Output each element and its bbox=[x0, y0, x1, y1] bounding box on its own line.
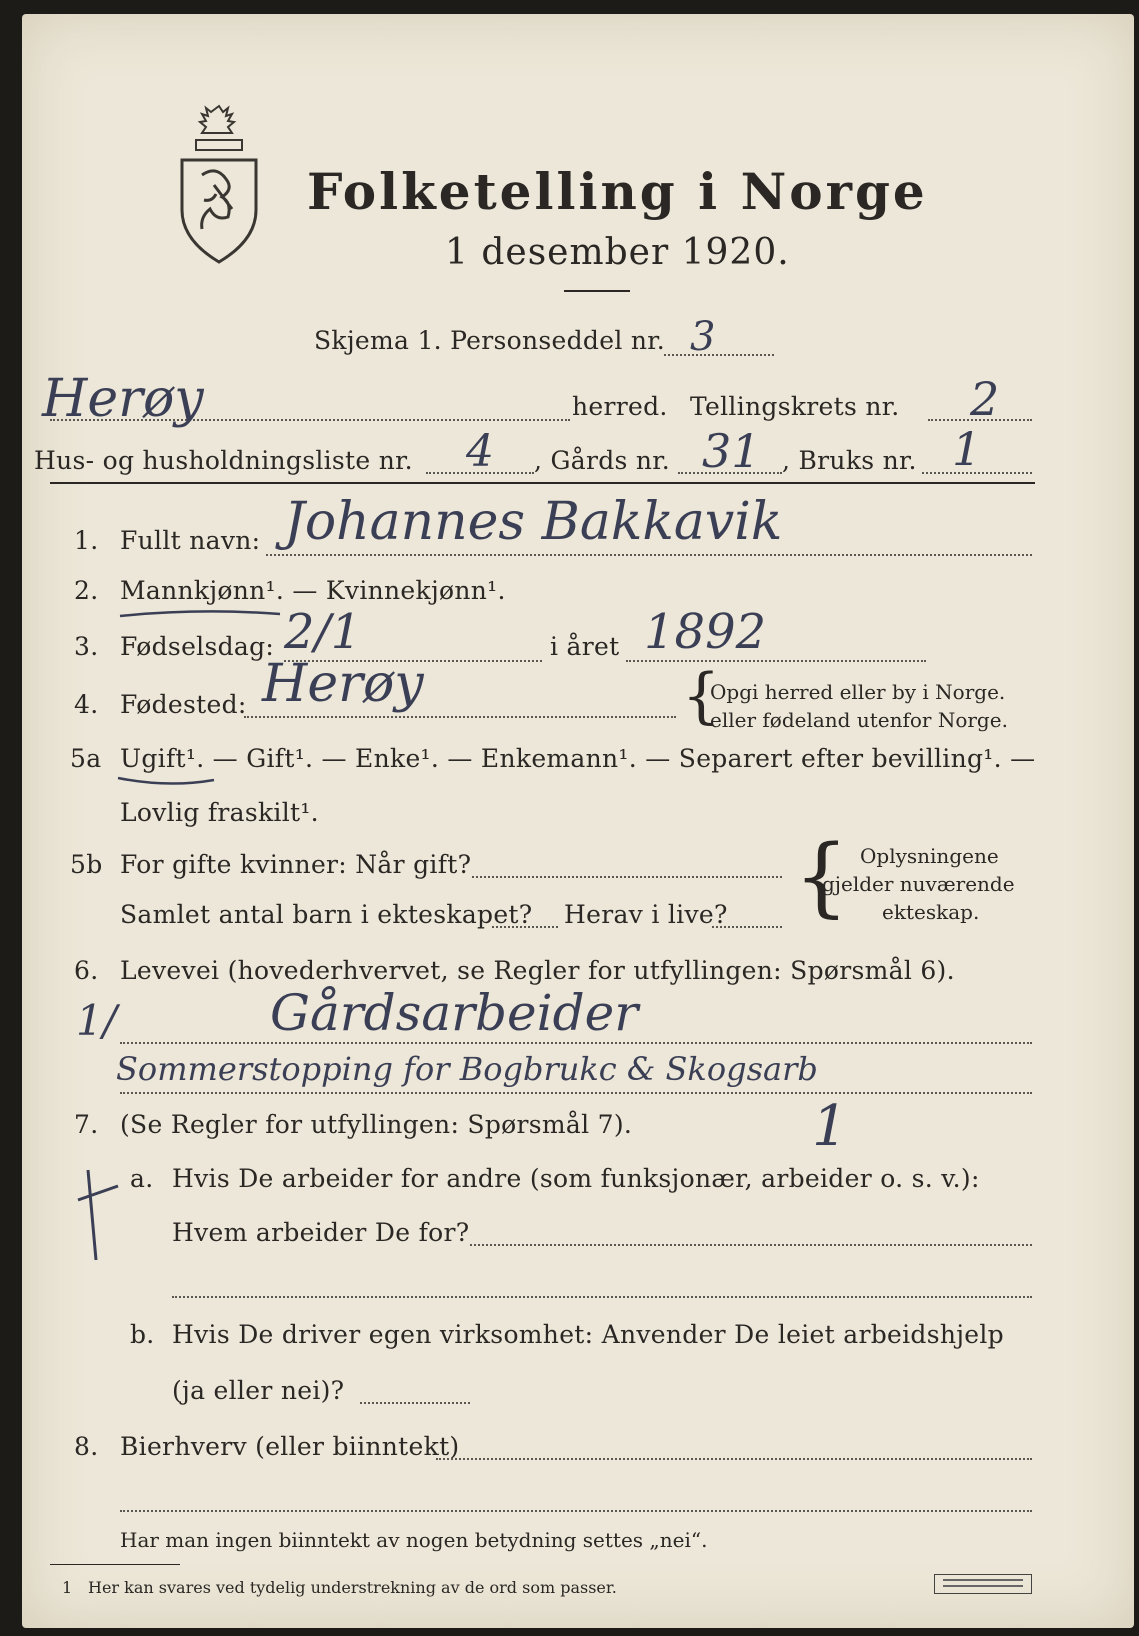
herred-label: herred. bbox=[572, 392, 668, 421]
q3-year-label: i året bbox=[550, 632, 620, 661]
personseddel-nr-value: 3 bbox=[690, 314, 716, 360]
q5b-brace: { bbox=[794, 827, 849, 927]
tellingskrets-label: Tellingskrets nr. bbox=[690, 392, 900, 421]
tellingskrets-nr-value: 2 bbox=[970, 372, 1000, 426]
q4-note-2: eller fødeland utenfor Norge. bbox=[710, 708, 1008, 732]
q5b-alive-line[interactable] bbox=[712, 926, 782, 928]
q6-value-2: Sommerstopping for Bogbrukc & Skogsarb bbox=[116, 1050, 818, 1088]
q7-label: (Se Regler for utfyllingen: Spørsmål 7). bbox=[120, 1110, 633, 1139]
printer-stamp bbox=[934, 1574, 1032, 1594]
q2-label: Mannkjønn¹. — Kvinnekjønn¹. bbox=[120, 576, 506, 605]
footnote-number: 1 bbox=[62, 1578, 73, 1597]
q5b-children-line[interactable] bbox=[492, 926, 558, 928]
q1-number: 1. bbox=[74, 526, 99, 555]
q7b-label-2: (ja eller nei)? bbox=[172, 1376, 345, 1405]
husliste-label: Hus- og husholdningsliste nr. bbox=[34, 446, 413, 475]
personseddel-nr-line[interactable] bbox=[664, 354, 774, 356]
q5b-note-2: gjelder nuværende bbox=[822, 872, 1015, 896]
q1-label: Fullt navn: bbox=[120, 526, 261, 555]
husliste-nr-value: 4 bbox=[466, 426, 494, 477]
q5b-number: 5b bbox=[70, 850, 103, 879]
q8-line-1[interactable] bbox=[436, 1458, 1032, 1460]
q8-note: Har man ingen biinntekt av nogen betydning settes „nei“. bbox=[120, 1528, 708, 1552]
q2-underline-mark bbox=[118, 604, 288, 624]
herred-value: Herøy bbox=[42, 369, 204, 429]
q8-line-2[interactable] bbox=[120, 1510, 1032, 1512]
q1-line[interactable] bbox=[266, 554, 1032, 556]
q3-day-value: 2/1 bbox=[284, 604, 362, 660]
footnote-divider bbox=[50, 1564, 180, 1565]
form-date: 1 desember 1920. bbox=[445, 232, 790, 273]
q4-line[interactable] bbox=[244, 716, 676, 718]
q5a-underline-mark bbox=[116, 768, 226, 788]
q3-label: Fødselsdag: bbox=[120, 632, 275, 661]
q7b-line[interactable] bbox=[360, 1402, 470, 1404]
header-divider bbox=[50, 482, 1035, 484]
q5b-label-2: Samlet antal barn i ekteskapet? bbox=[120, 900, 533, 929]
q5b-label: For gifte kvinner: Når gift? bbox=[120, 850, 472, 879]
q4-brace: { bbox=[682, 661, 721, 731]
bruks-label: , Bruks nr. bbox=[782, 446, 917, 475]
q7a-letter: a. bbox=[130, 1164, 154, 1193]
q7a-label-2: Hvem arbeider De for? bbox=[172, 1218, 470, 1247]
gards-nr-value: 31 bbox=[702, 424, 761, 478]
q6-number: 6. bbox=[74, 956, 99, 985]
census-form-page bbox=[22, 14, 1134, 1628]
q7a-line-1[interactable] bbox=[470, 1244, 1032, 1246]
q2-number: 2. bbox=[74, 576, 99, 605]
title-divider bbox=[564, 290, 630, 292]
coat-of-arms-icon bbox=[174, 100, 264, 265]
q5b-married-line[interactable] bbox=[472, 876, 782, 878]
q7-number: 7. bbox=[74, 1110, 99, 1139]
q4-label: Fødested: bbox=[120, 690, 247, 719]
form-title: Folketelling i Norge bbox=[307, 162, 928, 221]
q6-value-1: Gårdsarbeider bbox=[270, 984, 639, 1042]
q7b-label: Hvis De driver egen virksomhet: Anvender De leiet arbeidshjelp bbox=[172, 1320, 1004, 1349]
q3-number: 3. bbox=[74, 632, 99, 661]
q8-label: Bierhverv (eller biinntekt) bbox=[120, 1432, 460, 1461]
gards-label: , Gårds nr. bbox=[534, 446, 671, 475]
q3-year-line[interactable] bbox=[626, 660, 926, 662]
q5a-label: Ugift¹. — Gift¹. — Enke¹. — Enkemann¹. — Separert efter bevilling¹. — bbox=[120, 744, 1036, 773]
q7a-line-2[interactable] bbox=[172, 1296, 1032, 1298]
q6-line-1[interactable] bbox=[120, 1042, 1032, 1044]
q7-margin-mark: 1 bbox=[812, 1094, 848, 1159]
q4-number: 4. bbox=[74, 690, 99, 719]
q7b-letter: b. bbox=[130, 1320, 155, 1349]
q6-margin-mark: 1/ bbox=[76, 996, 117, 1045]
skjema-label: Skjema 1. Personseddel nr. bbox=[314, 326, 666, 355]
q5a-label-2: Lovlig fraskilt¹. bbox=[120, 798, 319, 827]
q6-line-2[interactable] bbox=[120, 1092, 1032, 1094]
q4-note-1: Opgi herred eller by i Norge. bbox=[710, 680, 1006, 704]
q6-label: Levevei (hovederhvervet, se Regler for utfyllingen: Spørsmål 6). bbox=[120, 956, 955, 985]
q5b-note-3: ekteskap. bbox=[882, 900, 980, 924]
footnote-text: Her kan svares ved tydelig understrekning av de ord som passer. bbox=[88, 1578, 617, 1597]
q5a-number: 5a bbox=[70, 744, 102, 773]
q8-number: 8. bbox=[74, 1432, 99, 1461]
bruks-nr-value: 1 bbox=[952, 422, 982, 476]
q7a-label: Hvis De arbeider for andre (som funksjonær, arbeider o. s. v.): bbox=[172, 1164, 980, 1193]
q5b-label-3: Herav i live? bbox=[564, 900, 728, 929]
q1-value: Johannes Bakkavik bbox=[284, 492, 783, 552]
q5b-note-1: Oplysningene bbox=[860, 844, 999, 868]
q4-value: Herøy bbox=[262, 654, 424, 714]
q3-year-value: 1892 bbox=[644, 604, 767, 660]
